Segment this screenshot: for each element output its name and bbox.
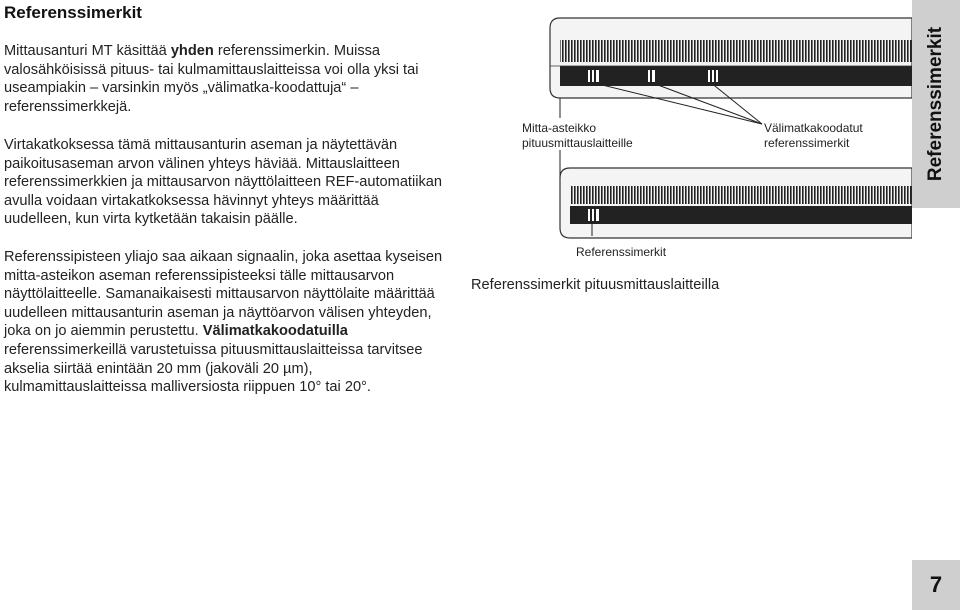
label-coded-line1: Välimatkakoodatut	[764, 121, 863, 135]
label-scale-line1: Mitta-asteikko	[522, 121, 597, 135]
chapter-tab	[912, 0, 960, 208]
scale-figure	[472, 0, 912, 300]
paragraph-reference-rest: referenssimerkeillä varustetuissa pituusmittauslaitteissa tarvitsee akselia siirtää enintään 20 mm (jakoväli 20 µm), kulmamittauslaitteissa malliversiosta riippuen 10° tai 20°.	[4, 341, 423, 396]
scale-diagram	[472, 0, 912, 300]
paragraph-intro	[4, 42, 444, 116]
chapter-tab-label: Referenssimerkit	[925, 26, 946, 182]
page-number: 7	[929, 572, 943, 597]
page-number-box	[912, 560, 960, 610]
paragraph-reference-point	[4, 248, 444, 397]
paragraph-intro-text: Mittausanturi MT käsittää	[4, 43, 171, 59]
page-title: Referenssimerkit	[4, 3, 142, 22]
paragraph-intro-bold: yhden	[170, 43, 214, 59]
single-reference-scale-illustration	[560, 168, 912, 238]
paragraph-reference-text: Referenssipisteen yliajo saa aikaan signaalin, joka asettaa kyseisen mitta-asteikon aseman referenssipisteeksi tälle mittausarvon näyttölaitteelle. Samanaikaisesti mittausarvon näyttölaite määrittää uudelleen mittausanturin aseman ja näyttöarvon välisen yhteyden, joka on jo aiemmin perustettu.	[4, 249, 443, 340]
paragraph-power-failure-text: Virtakatkoksessa tämä mittausanturin aseman ja näytettävän paikoitusaseman arvon välinen yhteys häviää. Mittauslaitteen referenssimerkkien ja mittausarvon näyttölaitteen REF-automatiikan avulla voidaan virtakatkoksessa hävinnyt yhteys määrittää uudelleen, kun virta kytketään takaisin päälle.	[4, 137, 443, 228]
label-coded-line2: referenssimerkit	[764, 136, 850, 150]
paragraph-intro-rest: referenssimerkin. Muissa valosähköisissä pituus- tai kulmamittauslaitteissa voi olla yksi tai useampiakin – varsinkin myös „välimatka-koodattuja“ – referenssimerkkejä.	[4, 43, 419, 115]
label-reference-marks: Referenssimerkit	[576, 245, 667, 259]
figure-caption: Referenssimerkit pituusmittauslaitteilla	[471, 277, 720, 293]
label-scale-line2: pituusmittauslaitteille	[522, 136, 633, 150]
paragraph-reference-bold: Välimatkakoodatuilla	[202, 323, 348, 340]
paragraph-power-failure	[4, 136, 444, 229]
